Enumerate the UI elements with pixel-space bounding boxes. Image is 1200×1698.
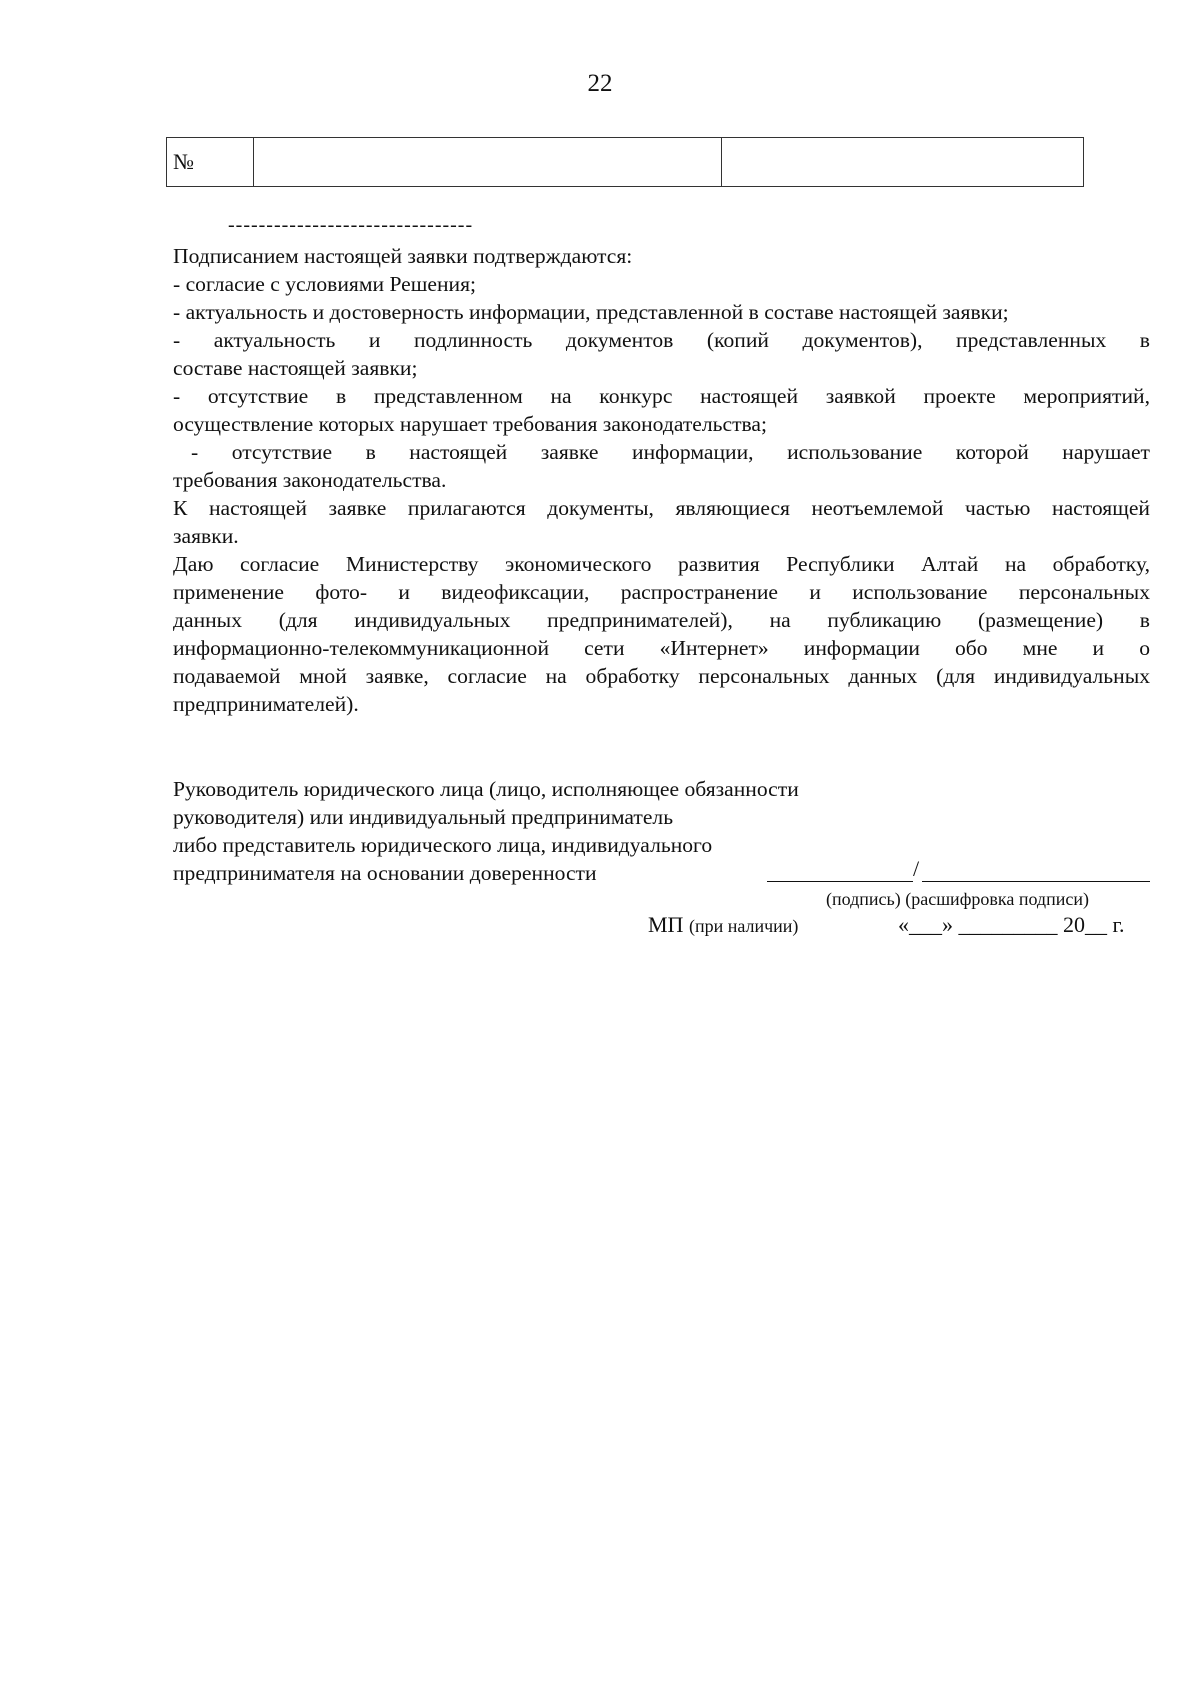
table-cell-number: №: [167, 138, 254, 187]
separator-line: --------------------------------: [228, 214, 474, 236]
paragraph: Даю согласие Министерству экономического развития Республики Алтай на обработку,: [173, 552, 1150, 576]
paragraph: осуществление которых нарушает требования законодательства;: [173, 412, 768, 436]
signature-line: [767, 881, 913, 882]
paragraph: требования законодательства.: [173, 468, 447, 492]
signatory-line: либо представитель юридического лица, индивидуального: [173, 833, 713, 857]
paragraph: информационно-телекоммуникационной сети «Интернет» информации обо мне и о: [173, 636, 1150, 660]
signatory-line: Руководитель юридического лица (лицо, исполняющее обязанности: [173, 777, 799, 801]
header-table: [166, 137, 1084, 187]
date-field: «___» _________ 20__ г.: [898, 912, 1125, 937]
signatory-line: предпринимателя на основании доверенности: [173, 861, 597, 885]
paragraph: Подписанием настоящей заявки подтверждаются:: [173, 244, 633, 268]
confirmation-text: [173, 242, 1150, 718]
paragraph: К настоящей заявке прилагаются документы, являющиеся неотъемлемой частью настоящей: [173, 496, 1150, 520]
paragraph: предпринимателей).: [173, 692, 359, 716]
paragraph: подаваемой мной заявке, согласие на обработку персональных данных (для индивидуальных: [173, 664, 1150, 688]
signatory-description: [173, 775, 799, 887]
paragraph: применение фото- и видеофиксации, распространение и использование персональных: [173, 580, 1150, 604]
paragraph: - актуальность и достоверность информации, представленной в составе настоящей заявки;: [173, 300, 1009, 324]
paragraph: составе настоящей заявки;: [173, 356, 418, 380]
paragraph: - актуальность и подлинность документов (копий документов), представленных в: [173, 328, 1150, 352]
paragraph: - отсутствие в настоящей заявке информации, использование которой нарушает: [191, 440, 1150, 464]
stamp-note: (при наличии): [688, 916, 799, 936]
table-cell: [254, 138, 722, 187]
paragraph: заявки.: [173, 524, 239, 548]
signature-decoding-line: [922, 881, 1150, 882]
table-row: [167, 138, 1084, 187]
paragraph: - согласие с условиями Решения;: [173, 272, 477, 296]
paragraph: данных (для индивидуальных предпринимателей), на публикацию (размещение) в: [173, 608, 1150, 632]
signature-caption: (подпись) (расшифровка подписи): [826, 889, 1089, 909]
signatory-line: руководителя) или индивидуальный предприниматель: [173, 805, 674, 829]
table-cell: [722, 138, 1084, 187]
paragraph: - отсутствие в представленном на конкурс настоящей заявкой проекте мероприятий,: [173, 384, 1150, 408]
page-number: 22: [587, 70, 613, 97]
stamp-label: МП: [648, 912, 684, 937]
stamp-place: [648, 912, 798, 938]
signature-slash: /: [913, 856, 920, 881]
